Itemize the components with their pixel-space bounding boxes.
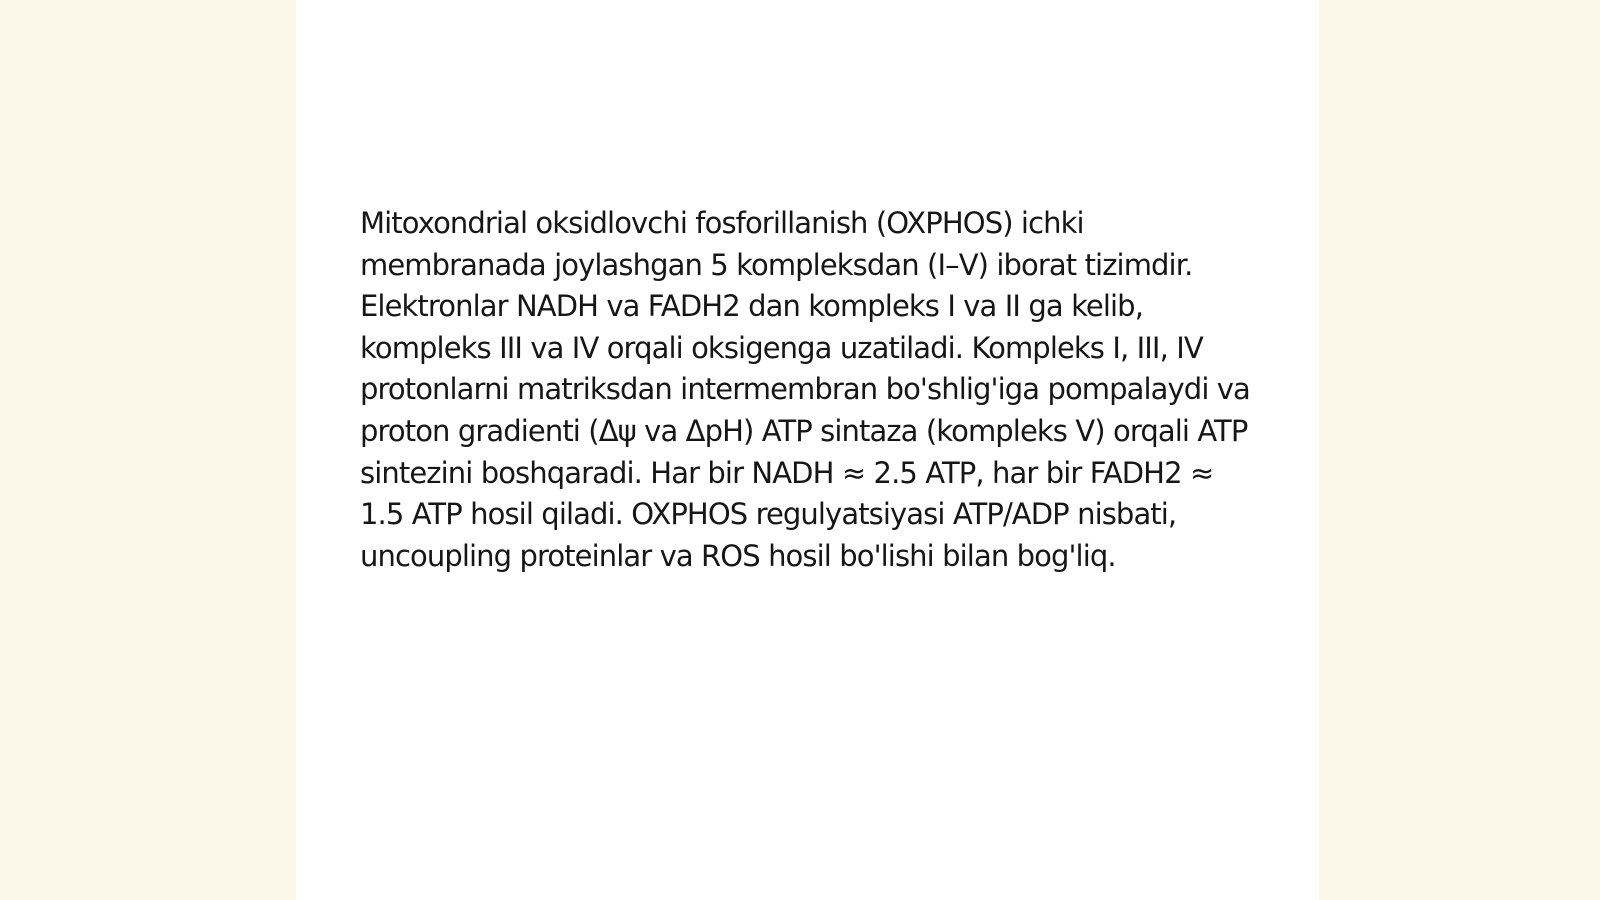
body-paragraph: Mitoxondrial oksidlovchi fosforillanish (OXPHOS) ichki membranada joylashgan 5 kompleksdan (I–V) iborat tizimdir. Elektronlar NADH va FADH2 dan kompleks I va II ga kelib, kompleks III va IV orqali oksigenga uzatiladi. Kompleks I, III, IV protonlarni matriksdan intermembran bo'shlig'iga pompalaydi va proton gradienti (Δψ va ΔpH) ATP sintaza (kompleks V) orqali ATP sintezini boshqaradi. Har bir NADH ≈ 2.5 ATP, har bir FADH2 ≈ 1.5 ATP hosil qiladi. OXPHOS regulyatsiyasi ATP/ADP nisbati, uncoupling proteinlar va ROS hosil bo'lishi bilan bog'liq.	[360, 206, 1250, 573]
document-page	[296, 0, 1319, 900]
